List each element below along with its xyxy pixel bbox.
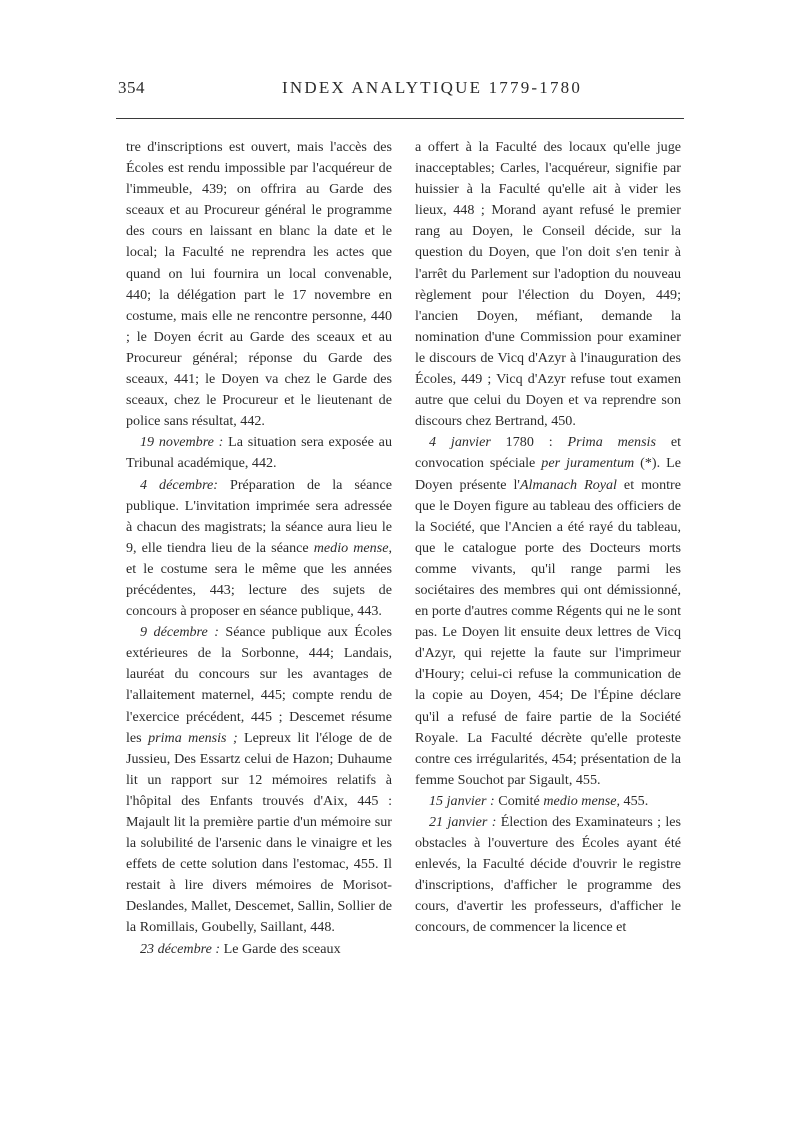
paragraph-text: (*). Le Doyen présente l' <box>415 455 681 493</box>
entry-date: 21 janvier : <box>429 814 497 830</box>
entry-date: 4 janvier <box>429 434 491 451</box>
paragraph-text: Lepreux lit l'éloge de de Jussieu, Des Essartz celui de Hazon; Duhaume lit un rapport sur 12 mémoires relatifs à l'hôpital des Enfants trouvés d'Aix, 445 : Majault lit la première partie d'un mémoire sur la solubilité de l'arsenic dans le vinaigre et les effets de cette solution dans l'estomac, 455. Il restait à lire divers mémoires de Morisot-Deslandes, Mallet, Descemet, Sallin, Sollier de la Romillais, Goubelly, Saillant, 448. <box>126 729 392 936</box>
latin-term: medio mense <box>313 539 389 556</box>
paragraph <box>126 432 392 474</box>
book-title: Almanach Royal <box>519 476 617 493</box>
paragraph-text: La situation sera exposée au Tribunal académique, 442. <box>126 434 392 472</box>
running-head: INDEX ANALYTIQUE 1779-1780 <box>282 78 583 97</box>
entry-date: 19 novembre : <box>140 434 224 451</box>
paragraph <box>126 475 392 623</box>
entry-date: 23 décembre : <box>140 940 221 957</box>
page-number: 354 <box>118 78 145 97</box>
paragraph <box>415 791 681 812</box>
paragraph-text: Comité <box>494 792 544 809</box>
right-column <box>415 137 681 939</box>
paragraph-text: 1780 : <box>490 434 568 451</box>
paragraph-text: Élection des Examinateurs ; les obstacles à l'ouverture des Écoles ayant été enlevés, la Faculté décide d'ouvrir le registre d'inscriptions, d'afficher le programme des cours, d'avertir les professeurs, d'afficher le concours, de commencer la licence et <box>415 814 681 936</box>
paragraph-text: et montre que le Doyen figure au tableau des officiers de la Société, que l'Ancien a été rayé du tableau, que le catalogue porte des Docteurs morts comme vivants, qu'il range parmi les sociétaires des membres qui ont démissionné, en porte d'autres comme Régents qui ne le sont pas. Le Doyen lit ensuite deux lettres de Vicq d'Azyr, qui rejette la faute sur l'imprimeur d'Houry; celui-ci refuse la communication de la copie au Doyen, 454; De l'Épine déclare qu'il a refusé de faire partie de la Société Royale. La Faculté décrète qu'elle proteste contre ces irrégularités, 454; présentation de la femme Souchot par Sigault, 455. <box>415 476 682 788</box>
paragraph-text: 455. <box>620 792 649 809</box>
paragraph-text: , et le costume sera le même que les années précédentes, 443; lecture des sujets de concours à proposer en séance publique, 443. <box>126 539 393 620</box>
paragraph-text: a offert à la Faculté des locaux qu'elle juge inacceptables; Carles, l'acquéreur, signifie par huissier à la Faculté qu'elle ait à vider les lieux, 448 ; Morand ayant refusé le premier rang au Doyen, le Conseil décide, sur la question du Doyen, que l'on doit s'en tenir à l'arrêt du Parlement sur l'adoption du nouveau règlement pour l'élection du Doyen, 449; l'ancien Doyen, méfiant, demande la nomination d'une Commission pour examiner le discours de Vicq d'Azyr à l'inauguration des Écoles, 449 ; Vicq d'Azyr refuse tout examen autre que celui du Doyen et va reprendre son discours chez Bertrand, 450. <box>415 139 681 430</box>
left-column <box>126 137 392 960</box>
paragraph-text: Séance publique aux Écoles extérieures de la Sorbonne, 444; Landais, lauréat du concours sur les avantages de l'allaitement maternel, 445; compte rendu de l'exercice précédent, 445 ; Descemet résume les <box>126 624 392 746</box>
paragraph <box>415 812 681 939</box>
entry-date: 9 décembre : <box>140 624 219 641</box>
latin-term: Prima mensis <box>567 434 656 451</box>
latin-term: prima mensis ; <box>148 729 238 746</box>
paragraph-text: Le Garde des sceaux <box>220 940 341 957</box>
header-rule <box>116 118 684 119</box>
paragraph <box>415 137 681 432</box>
paragraph-text: et convocation spéciale <box>415 434 681 472</box>
paragraph <box>415 432 681 791</box>
entry-date: 4 décembre: <box>140 476 218 493</box>
latin-term: medio mense, <box>543 792 621 809</box>
paragraph <box>126 939 392 960</box>
entry-date: 15 janvier : <box>429 792 495 809</box>
latin-term: per juramentum <box>541 455 635 472</box>
paragraph-text: tre d'inscriptions est ouvert, mais l'accès des Écoles est rendu impossible par l'acquéreur de l'immeuble, 439; on offrira au Garde des sceaux et au Procureur général le programme des cours en laissant en blanc la date et le local; la Faculté ne reprendra les actes que quand on lui fournira un local convenable, 440; la délégation part le 17 novembre en costume, mais elle ne rencontre personne, 440 ; le Doyen écrit au Garde des sceaux et au Procureur général; réponse du Garde des sceaux, 441; le Doyen va chez le Garde des sceaux, chez le Procureur et le lieutenant de police sans résultat, 442. <box>126 139 392 430</box>
paragraph-text: Préparation de la séance publique. L'invitation imprimée sera adressée à chacun des magistrats; la séance aura lieu le 9, elle tiendra lieu de la séance <box>126 476 392 556</box>
paragraph <box>126 137 392 432</box>
paragraph <box>126 622 392 938</box>
